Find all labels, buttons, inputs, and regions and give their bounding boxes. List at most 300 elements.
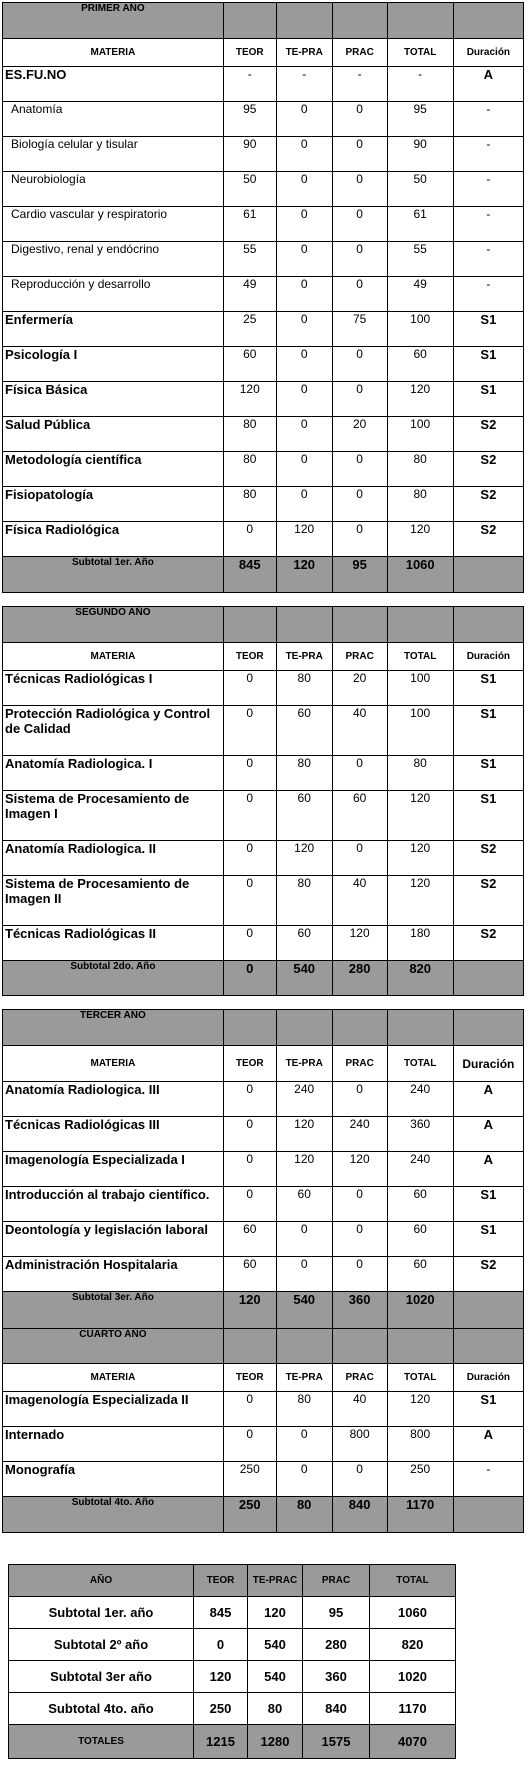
subject-name: Sistema de Procesamiento de Imagen I bbox=[3, 791, 224, 841]
summary-col-prac: PRAC bbox=[303, 1565, 370, 1597]
subject-prac: 0 bbox=[332, 137, 387, 172]
subject-teor: 0 bbox=[223, 1152, 276, 1187]
subject-row bbox=[3, 277, 524, 312]
subject-duracion: S2 bbox=[453, 926, 523, 961]
subject-tepra: 0 bbox=[276, 347, 332, 382]
year4-header-row bbox=[3, 1364, 524, 1392]
subject-tepra: 120 bbox=[276, 522, 332, 557]
year2-subtotal-row bbox=[3, 961, 524, 996]
year2-title: SEGUNDO AÑO bbox=[3, 607, 224, 643]
subject-prac: 0 bbox=[332, 102, 387, 137]
subject-name: Imagenología Especializada I bbox=[3, 1152, 224, 1187]
subject-tepra: 80 bbox=[276, 756, 332, 791]
subject-row bbox=[3, 1117, 524, 1152]
year1-subtotal-label: Subtotal 1er. Año bbox=[3, 557, 224, 593]
subject-name: Física Básica bbox=[3, 382, 224, 417]
summary-total: 820 bbox=[370, 1629, 456, 1661]
subject-name: Deontología y legislación laboral bbox=[3, 1222, 224, 1257]
subject-prac: 0 bbox=[332, 1082, 387, 1117]
subject-name: ES.FU.NO bbox=[3, 67, 224, 102]
totals-label: TOTALES bbox=[9, 1725, 194, 1759]
summary-year-name: Subtotal 1er. año bbox=[9, 1597, 194, 1629]
subject-name: Enfermería bbox=[3, 312, 224, 347]
summary-row bbox=[9, 1661, 456, 1693]
subject-row bbox=[3, 1152, 524, 1187]
subject-tepra: 60 bbox=[276, 1187, 332, 1222]
subject-total: 360 bbox=[387, 1117, 453, 1152]
subject-duracion: - bbox=[453, 207, 523, 242]
summary-year-name: Subtotal 3er año bbox=[9, 1661, 194, 1693]
subject-prac: 40 bbox=[332, 706, 387, 756]
summary-year-name: Subtotal 2º año bbox=[9, 1629, 194, 1661]
subject-row bbox=[3, 671, 524, 706]
subject-total: 61 bbox=[387, 207, 453, 242]
subject-duracion: - bbox=[453, 137, 523, 172]
subject-name: Monografía bbox=[3, 1462, 224, 1497]
summary-prac: 95 bbox=[303, 1597, 370, 1629]
year1-rows bbox=[3, 67, 524, 557]
subject-duracion: S1 bbox=[453, 706, 523, 756]
subject-prac: 40 bbox=[332, 876, 387, 926]
subject-teor: 0 bbox=[223, 1392, 276, 1427]
subject-duracion: A bbox=[453, 1082, 523, 1117]
subject-name: Reproducción y desarrollo bbox=[3, 277, 224, 312]
year1-header-row bbox=[3, 39, 524, 67]
summary-teor: 0 bbox=[194, 1629, 248, 1661]
summary-row bbox=[9, 1629, 456, 1661]
col-tepra: TE-PRA bbox=[276, 1364, 332, 1392]
col-duracion: Duración bbox=[453, 643, 523, 671]
subject-teor: 90 bbox=[223, 137, 276, 172]
subject-row bbox=[3, 1462, 524, 1497]
subject-prac: 20 bbox=[332, 417, 387, 452]
year3-subtotal-tepra: 540 bbox=[276, 1292, 332, 1329]
subject-prac: 20 bbox=[332, 671, 387, 706]
subject-total: 240 bbox=[387, 1152, 453, 1187]
year3-subtotal-label: Subtotal 3er. Año bbox=[3, 1292, 224, 1329]
col-total: TOTAL bbox=[387, 1046, 453, 1082]
subject-duracion: A bbox=[453, 1152, 523, 1187]
year3-header-row bbox=[3, 1046, 524, 1082]
col-tepra: TE-PRA bbox=[276, 1046, 332, 1082]
subject-tepra: 0 bbox=[276, 452, 332, 487]
year2-subtotal-teor: 0 bbox=[223, 961, 276, 996]
subject-tepra: 0 bbox=[276, 382, 332, 417]
year1-subtotal-row bbox=[3, 557, 524, 593]
subject-row bbox=[3, 756, 524, 791]
subject-name: Imagenología Especializada II bbox=[3, 1392, 224, 1427]
subject-tepra: 60 bbox=[276, 791, 332, 841]
col-teor: TEOR bbox=[223, 643, 276, 671]
year3-subtotal-teor: 120 bbox=[223, 1292, 276, 1329]
subject-total: 800 bbox=[387, 1427, 453, 1462]
col-prac: PRAC bbox=[332, 1364, 387, 1392]
subject-tepra: 80 bbox=[276, 876, 332, 926]
subject-name: Biología celular y tisular bbox=[3, 137, 224, 172]
subject-name: Administración Hospitalaria bbox=[3, 1257, 224, 1292]
year1-subtotal-teor: 845 bbox=[223, 557, 276, 593]
subject-row bbox=[3, 706, 524, 756]
subject-name: Internado bbox=[3, 1427, 224, 1462]
subject-total: 90 bbox=[387, 137, 453, 172]
subject-duracion: A bbox=[453, 1117, 523, 1152]
subject-prac: 0 bbox=[332, 522, 387, 557]
year1-table bbox=[2, 2, 524, 593]
subject-row bbox=[3, 1427, 524, 1462]
subject-tepra: 240 bbox=[276, 1082, 332, 1117]
subject-prac: 0 bbox=[332, 487, 387, 522]
subject-row bbox=[3, 926, 524, 961]
totals-teor: 1215 bbox=[194, 1725, 248, 1759]
subject-duracion: - bbox=[453, 172, 523, 207]
subject-total: 100 bbox=[387, 417, 453, 452]
year2-header-row bbox=[3, 643, 524, 671]
summary-total: 1020 bbox=[370, 1661, 456, 1693]
subject-row bbox=[3, 452, 524, 487]
subject-tepra: 0 bbox=[276, 312, 332, 347]
subject-total: 80 bbox=[387, 452, 453, 487]
subject-prac: 120 bbox=[332, 926, 387, 961]
col-materia: MATERIA bbox=[3, 643, 224, 671]
subject-row bbox=[3, 207, 524, 242]
subject-duracion: S1 bbox=[453, 1222, 523, 1257]
year4-rows bbox=[3, 1392, 524, 1497]
summary-col-ano: AÑO bbox=[9, 1565, 194, 1597]
subject-row bbox=[3, 876, 524, 926]
subject-duracion: S2 bbox=[453, 487, 523, 522]
subject-name: Anatomía Radiologica. I bbox=[3, 756, 224, 791]
year4-subtotal-teor: 250 bbox=[223, 1497, 276, 1533]
subject-teor: 0 bbox=[223, 706, 276, 756]
col-total: TOTAL bbox=[387, 643, 453, 671]
subject-duracion: S1 bbox=[453, 1187, 523, 1222]
subject-teor: 0 bbox=[223, 1187, 276, 1222]
year1-subtotal-total: 1060 bbox=[387, 557, 453, 593]
year4-subtotal-tepra: 80 bbox=[276, 1497, 332, 1533]
totals-total: 4070 bbox=[370, 1725, 456, 1759]
subject-total: 120 bbox=[387, 791, 453, 841]
subject-teor: 0 bbox=[223, 1082, 276, 1117]
subject-total: 240 bbox=[387, 1082, 453, 1117]
summary-row bbox=[9, 1597, 456, 1629]
summary-total: 1170 bbox=[370, 1693, 456, 1725]
year3-table bbox=[2, 1009, 524, 1533]
year3-subtotal-row bbox=[3, 1292, 524, 1329]
subject-total: 95 bbox=[387, 102, 453, 137]
year3-rows bbox=[3, 1082, 524, 1292]
subject-name: Sistema de Procesamiento de Imagen II bbox=[3, 876, 224, 926]
subject-teor: 49 bbox=[223, 277, 276, 312]
year3-subtotal-total: 1020 bbox=[387, 1292, 453, 1329]
subject-duracion: - bbox=[453, 242, 523, 277]
subject-teor: 25 bbox=[223, 312, 276, 347]
subject-total: 120 bbox=[387, 841, 453, 876]
subject-prac: 0 bbox=[332, 207, 387, 242]
subject-duracion: S2 bbox=[453, 1257, 523, 1292]
subject-name: Física Radiológica bbox=[3, 522, 224, 557]
subject-total: 120 bbox=[387, 382, 453, 417]
subject-duracion: A bbox=[453, 67, 523, 102]
subject-name: Cardio vascular y respiratorio bbox=[3, 207, 224, 242]
summary-teprac: 540 bbox=[248, 1661, 303, 1693]
subject-name: Técnicas Radiológicas I bbox=[3, 671, 224, 706]
subject-total: 120 bbox=[387, 1392, 453, 1427]
subject-teor: - bbox=[223, 67, 276, 102]
subject-tepra: 0 bbox=[276, 1427, 332, 1462]
subject-tepra: 0 bbox=[276, 417, 332, 452]
subject-teor: 0 bbox=[223, 791, 276, 841]
summary-teprac: 80 bbox=[248, 1693, 303, 1725]
summary-col-teor: TEOR bbox=[194, 1565, 248, 1597]
subject-teor: 0 bbox=[223, 841, 276, 876]
subject-prac: 0 bbox=[332, 1222, 387, 1257]
subject-name: Salud Pública bbox=[3, 417, 224, 452]
subject-prac: 0 bbox=[332, 841, 387, 876]
subject-name: Técnicas Radiológicas II bbox=[3, 926, 224, 961]
year2-title-row bbox=[3, 607, 524, 643]
col-materia: MATERIA bbox=[3, 1364, 224, 1392]
subject-row bbox=[3, 841, 524, 876]
subject-total: 60 bbox=[387, 1187, 453, 1222]
subject-prac: - bbox=[332, 67, 387, 102]
summary-teor: 250 bbox=[194, 1693, 248, 1725]
subject-prac: 75 bbox=[332, 312, 387, 347]
subject-tepra: 120 bbox=[276, 1152, 332, 1187]
year2-rows bbox=[3, 671, 524, 961]
subject-teor: 50 bbox=[223, 172, 276, 207]
year2-subtotal-label: Subtotal 2do. Año bbox=[3, 961, 224, 996]
subject-teor: 61 bbox=[223, 207, 276, 242]
subject-row bbox=[3, 791, 524, 841]
subject-teor: 0 bbox=[223, 926, 276, 961]
subject-tepra: 60 bbox=[276, 706, 332, 756]
subject-tepra: 0 bbox=[276, 242, 332, 277]
subject-tepra: 0 bbox=[276, 487, 332, 522]
year4-subtotal-total: 1170 bbox=[387, 1497, 453, 1533]
col-prac: PRAC bbox=[332, 643, 387, 671]
subject-duracion: S1 bbox=[453, 347, 523, 382]
subject-total: 80 bbox=[387, 487, 453, 522]
subject-row bbox=[3, 417, 524, 452]
subject-name: Psicología I bbox=[3, 347, 224, 382]
subject-row bbox=[3, 102, 524, 137]
subject-duracion: S2 bbox=[453, 417, 523, 452]
summary-table bbox=[8, 1564, 456, 1759]
subject-prac: 0 bbox=[332, 347, 387, 382]
col-teor: TEOR bbox=[223, 39, 276, 67]
subject-duracion: S2 bbox=[453, 841, 523, 876]
summary-header-row bbox=[9, 1565, 456, 1597]
year1-title-row bbox=[3, 3, 524, 39]
subject-row bbox=[3, 487, 524, 522]
year4-title-row bbox=[3, 1329, 524, 1364]
subject-duracion: A bbox=[453, 1427, 523, 1462]
col-tepra: TE-PRA bbox=[276, 643, 332, 671]
year1-subtotal-tepra: 120 bbox=[276, 557, 332, 593]
subject-tepra: 0 bbox=[276, 102, 332, 137]
year1-subtotal-prac: 95 bbox=[332, 557, 387, 593]
summary-col-teprac: TE-PRAC bbox=[248, 1565, 303, 1597]
subject-row bbox=[3, 67, 524, 102]
subject-row bbox=[3, 1187, 524, 1222]
summary-prac: 280 bbox=[303, 1629, 370, 1661]
col-prac: PRAC bbox=[332, 1046, 387, 1082]
subject-prac: 0 bbox=[332, 242, 387, 277]
subject-prac: 0 bbox=[332, 756, 387, 791]
subject-total: 250 bbox=[387, 1462, 453, 1497]
subject-total: 180 bbox=[387, 926, 453, 961]
subject-teor: 250 bbox=[223, 1462, 276, 1497]
subject-tepra: 0 bbox=[276, 277, 332, 312]
subject-tepra: 60 bbox=[276, 926, 332, 961]
year4-subtotal-row bbox=[3, 1497, 524, 1533]
subject-total: 60 bbox=[387, 1257, 453, 1292]
subject-name: Anatomía Radiologica. II bbox=[3, 841, 224, 876]
summary-year-name: Subtotal 4to. año bbox=[9, 1693, 194, 1725]
subject-total: 55 bbox=[387, 242, 453, 277]
subject-total: - bbox=[387, 67, 453, 102]
subject-teor: 0 bbox=[223, 756, 276, 791]
subject-tepra: 0 bbox=[276, 207, 332, 242]
year4-title: CUARTO AÑO bbox=[3, 1329, 224, 1364]
summary-teor: 120 bbox=[194, 1661, 248, 1693]
subject-total: 80 bbox=[387, 756, 453, 791]
summary-row bbox=[9, 1693, 456, 1725]
subject-total: 100 bbox=[387, 312, 453, 347]
year2-table bbox=[2, 606, 524, 996]
col-materia: MATERIA bbox=[3, 39, 224, 67]
subject-name: Neurobiología bbox=[3, 172, 224, 207]
subject-teor: 80 bbox=[223, 487, 276, 522]
col-prac: PRAC bbox=[332, 39, 387, 67]
subject-row bbox=[3, 137, 524, 172]
subject-prac: 120 bbox=[332, 1152, 387, 1187]
subject-tepra: 0 bbox=[276, 137, 332, 172]
subject-tepra: 120 bbox=[276, 1117, 332, 1152]
subject-name: Técnicas Radiológicas III bbox=[3, 1117, 224, 1152]
subject-duracion: S2 bbox=[453, 452, 523, 487]
subject-prac: 800 bbox=[332, 1427, 387, 1462]
subject-teor: 0 bbox=[223, 671, 276, 706]
subject-name: Fisiopatología bbox=[3, 487, 224, 522]
subject-total: 120 bbox=[387, 876, 453, 926]
subject-duracion: S1 bbox=[453, 312, 523, 347]
summary-teprac: 120 bbox=[248, 1597, 303, 1629]
col-duracion: Duración bbox=[453, 1364, 523, 1392]
col-duracion: Duración bbox=[453, 39, 523, 67]
subject-row bbox=[3, 1082, 524, 1117]
subject-tepra: 0 bbox=[276, 1257, 332, 1292]
year4-subtotal-prac: 840 bbox=[332, 1497, 387, 1533]
summary-total: 1060 bbox=[370, 1597, 456, 1629]
subject-teor: 60 bbox=[223, 347, 276, 382]
subject-name: Introducción al trabajo científico. bbox=[3, 1187, 224, 1222]
col-total: TOTAL bbox=[387, 1364, 453, 1392]
subject-prac: 0 bbox=[332, 277, 387, 312]
subject-duracion: - bbox=[453, 1462, 523, 1497]
subject-duracion: - bbox=[453, 102, 523, 137]
subject-teor: 95 bbox=[223, 102, 276, 137]
subject-row bbox=[3, 242, 524, 277]
subject-prac: 0 bbox=[332, 452, 387, 487]
subject-duracion: S1 bbox=[453, 756, 523, 791]
subject-total: 100 bbox=[387, 706, 453, 756]
totals-prac: 1575 bbox=[303, 1725, 370, 1759]
col-duracion: Duración bbox=[453, 1046, 523, 1082]
subject-teor: 80 bbox=[223, 452, 276, 487]
subject-duracion: S2 bbox=[453, 522, 523, 557]
subject-duracion: S1 bbox=[453, 1392, 523, 1427]
subject-prac: 0 bbox=[332, 1187, 387, 1222]
year3-title: TERCER AÑO bbox=[3, 1010, 224, 1046]
year2-subtotal-prac: 280 bbox=[332, 961, 387, 996]
summary-col-total: TOTAL bbox=[370, 1565, 456, 1597]
col-materia: MATERIA bbox=[3, 1046, 224, 1082]
subject-teor: 60 bbox=[223, 1257, 276, 1292]
subject-row bbox=[3, 1392, 524, 1427]
col-tepra: TE-PRA bbox=[276, 39, 332, 67]
summary-teor: 845 bbox=[194, 1597, 248, 1629]
subject-teor: 0 bbox=[223, 522, 276, 557]
subject-name: Protección Radiológica y Control de Calidad bbox=[3, 706, 224, 756]
subject-row bbox=[3, 382, 524, 417]
subject-tepra: 80 bbox=[276, 1392, 332, 1427]
subject-teor: 60 bbox=[223, 1222, 276, 1257]
subject-tepra: 0 bbox=[276, 1222, 332, 1257]
subject-duracion: S1 bbox=[453, 791, 523, 841]
subject-teor: 0 bbox=[223, 876, 276, 926]
summary-prac: 840 bbox=[303, 1693, 370, 1725]
summary-totals-row bbox=[9, 1725, 456, 1759]
subject-duracion: S2 bbox=[453, 876, 523, 926]
year3-title-row bbox=[3, 1010, 524, 1046]
subject-name: Anatomía Radiologica. III bbox=[3, 1082, 224, 1117]
subject-name: Digestivo, renal y endócrino bbox=[3, 242, 224, 277]
subject-row bbox=[3, 522, 524, 557]
year3-subtotal-prac: 360 bbox=[332, 1292, 387, 1329]
subject-duracion: S1 bbox=[453, 671, 523, 706]
subject-teor: 120 bbox=[223, 382, 276, 417]
summary-teprac: 540 bbox=[248, 1629, 303, 1661]
subject-row bbox=[3, 312, 524, 347]
subject-total: 100 bbox=[387, 671, 453, 706]
subject-prac: 0 bbox=[332, 172, 387, 207]
col-teor: TEOR bbox=[223, 1046, 276, 1082]
subject-teor: 0 bbox=[223, 1117, 276, 1152]
subject-prac: 60 bbox=[332, 791, 387, 841]
subject-total: 50 bbox=[387, 172, 453, 207]
subject-row bbox=[3, 172, 524, 207]
subject-duracion: S1 bbox=[453, 382, 523, 417]
subject-tepra: 120 bbox=[276, 841, 332, 876]
subject-teor: 55 bbox=[223, 242, 276, 277]
subject-prac: 40 bbox=[332, 1392, 387, 1427]
subject-name: Anatomía bbox=[3, 102, 224, 137]
subject-tepra: 80 bbox=[276, 671, 332, 706]
col-teor: TEOR bbox=[223, 1364, 276, 1392]
year1-title: PRIMER AÑO bbox=[3, 3, 224, 39]
subject-row bbox=[3, 1257, 524, 1292]
subject-prac: 240 bbox=[332, 1117, 387, 1152]
year4-subtotal-label: Subtotal 4to. Año bbox=[3, 1497, 224, 1533]
subject-teor: 0 bbox=[223, 1427, 276, 1462]
subject-total: 120 bbox=[387, 522, 453, 557]
subject-duracion: - bbox=[453, 277, 523, 312]
subject-tepra: 0 bbox=[276, 172, 332, 207]
totals-teprac: 1280 bbox=[248, 1725, 303, 1759]
subject-tepra: 0 bbox=[276, 1462, 332, 1497]
subject-prac: 0 bbox=[332, 1462, 387, 1497]
